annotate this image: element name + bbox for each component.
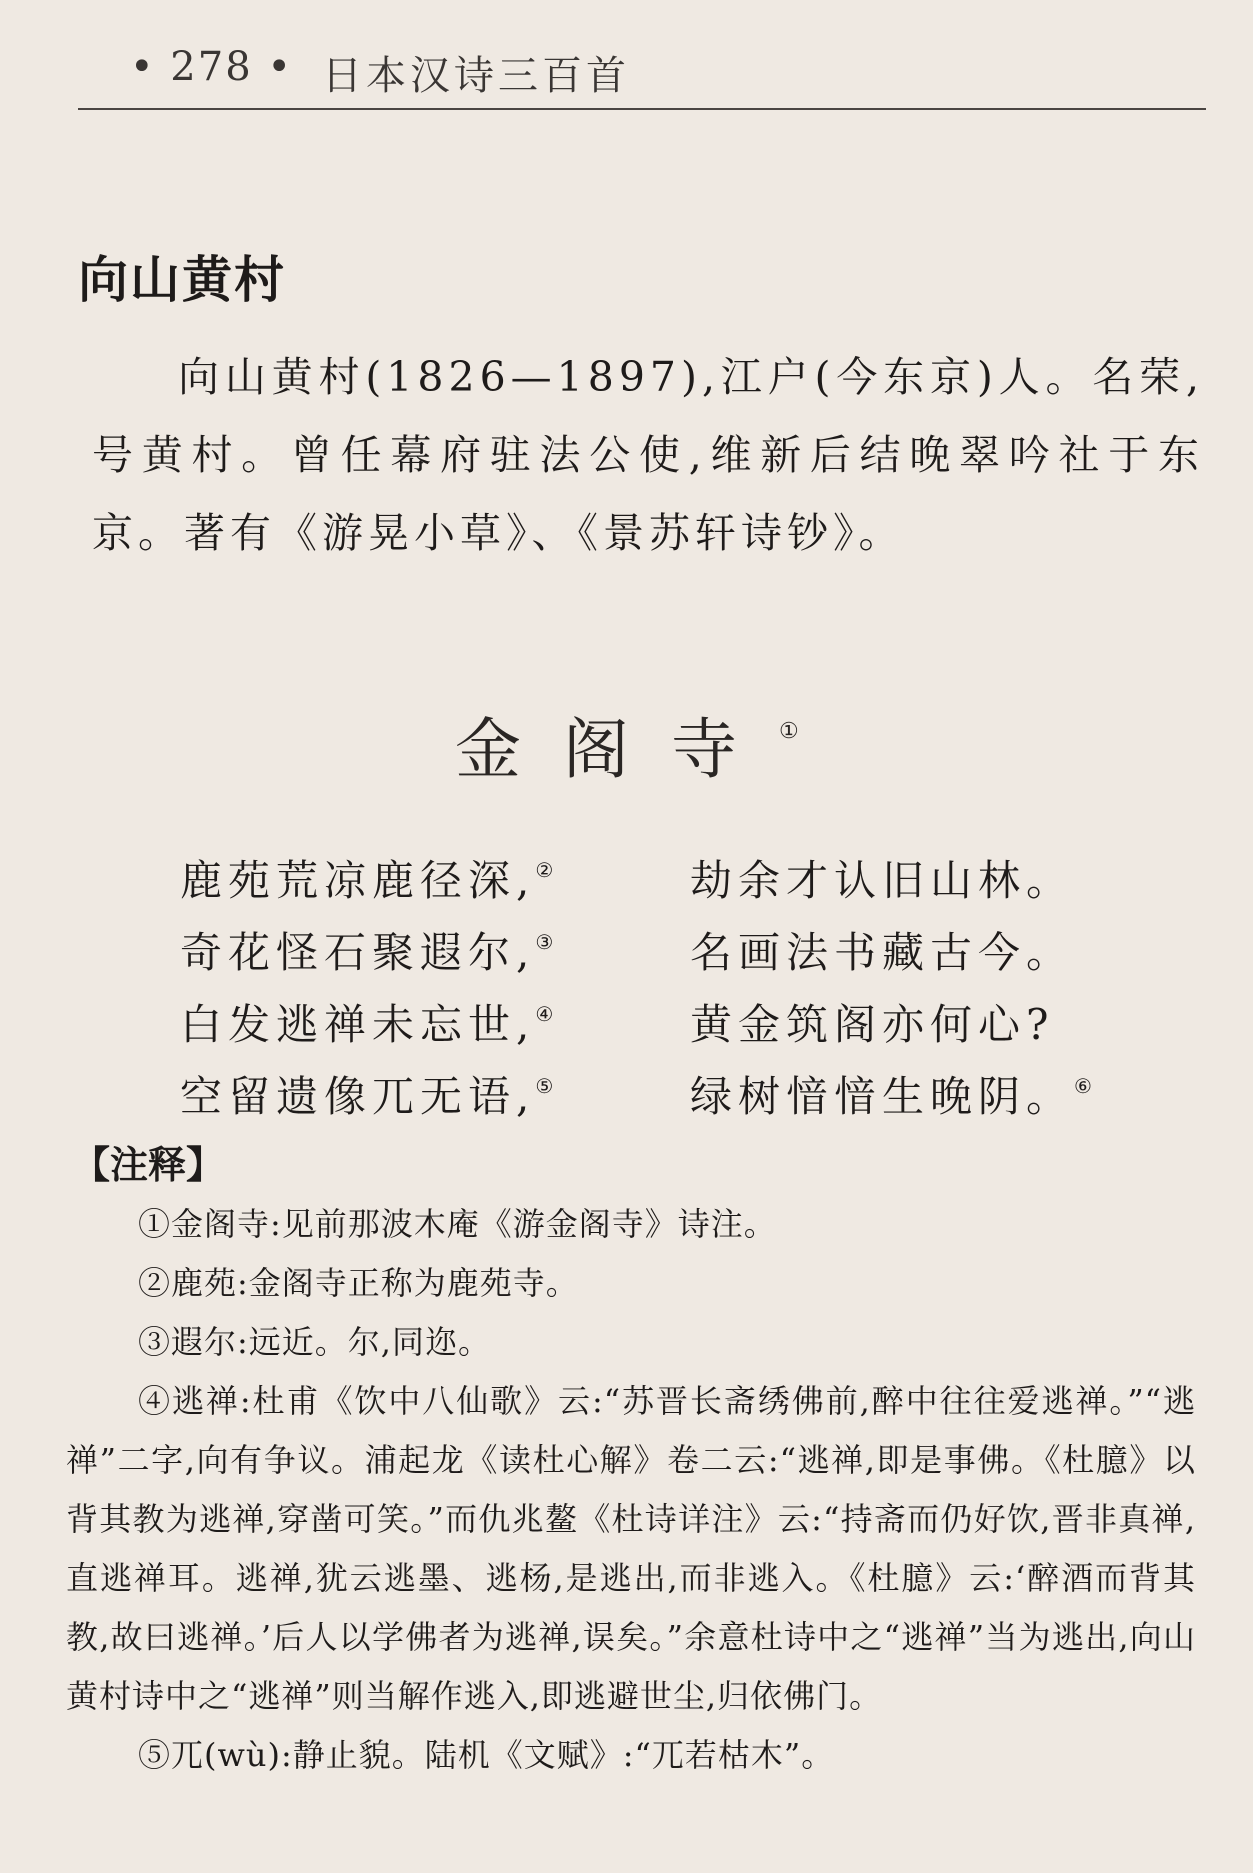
poem-line [180,920,1140,992]
poem-line-right: 劫余才认旧山林。 [690,856,1075,905]
header-rule [78,108,1206,110]
poem-line-left: 空留遗像兀无语,⑤ [180,1072,554,1121]
note-item: ④逃禅:杜甫《饮中八仙歌》云:“苏晋长斋绣佛前,醉中往往爱逃禅。”“逃禅”二字,向有争议。浦起龙《读杜心解》卷二云:“逃禅,即是事佛。《杜臆》以背其教为逃禅,穿凿可笑。”而仇兆鳌《杜诗详注》云:“持斋而仍好饮,晋非真禅,直逃禅耳。逃禅,犹云逃墨、逃杨,是逃出,而非逃入。《杜臆》云:‘醉酒而背其教,故曰逃禅。’后人以学佛者为逃禅,误矣。”余意杜诗中之“逃禅”当为逃出,向山黄村诗中之“逃禅”则当解作逃入,即逃避世尘,归依佛门。 [66,1382,1196,1715]
poem-line [180,848,1140,920]
note-mark: ⑤ [535,1074,554,1098]
poem-line-left: 奇花怪石聚遐尔,③ [180,928,554,977]
poem-title-text: 金阁寺 [455,711,779,788]
poem-line [180,1064,1140,1136]
page-number: • 278 • [130,44,293,90]
poem-line-right: 绿树愔愔生晚阴。⑥ [690,1072,1092,1121]
author-heading: 向山黄村 [78,251,286,309]
notes-list [66,1195,1196,1785]
note-item: ②鹿苑:金阁寺正称为鹿苑寺。 [138,1264,579,1302]
poem-title-note-mark: ① [779,719,799,744]
author-bio: 向山黄村(1826—1897),江户(今东京)人。名荣,号黄村。曾任幕府驻法公使,维新后结晚翠吟社于东京。著有《游晃小草》、《景苏轩诗钞》。 [92,353,1204,557]
note-mark: ③ [535,930,554,954]
note-item: ⑤兀(wù):静止貌。陆机《文赋》:“兀若枯木”。 [138,1736,835,1774]
poem-line-right: 名画法书藏古今。 [690,928,1075,977]
poem-line [180,992,1140,1064]
note-item: ③遐尔:远近。尔,同迩。 [138,1323,491,1361]
page-header [0,44,1253,99]
note-mark: ⑥ [1074,1074,1092,1098]
notes-heading: 【注释】 [72,1143,225,1187]
note-mark: ④ [535,1002,554,1026]
poem-line-left: 鹿苑荒凉鹿径深,② [180,856,554,905]
poem-line-right: 黄金筑阁亦何心? [690,1000,1055,1049]
poem-line-left: 白发逃禅未忘世,④ [180,1000,554,1049]
poem-body [180,848,1140,1136]
poem-title [455,696,799,791]
note-item: ①金阁寺:见前那波木庵《游金阁寺》诗注。 [138,1205,777,1243]
book-title: 日本汉诗三百首 [322,53,630,99]
note-mark: ② [535,858,554,882]
